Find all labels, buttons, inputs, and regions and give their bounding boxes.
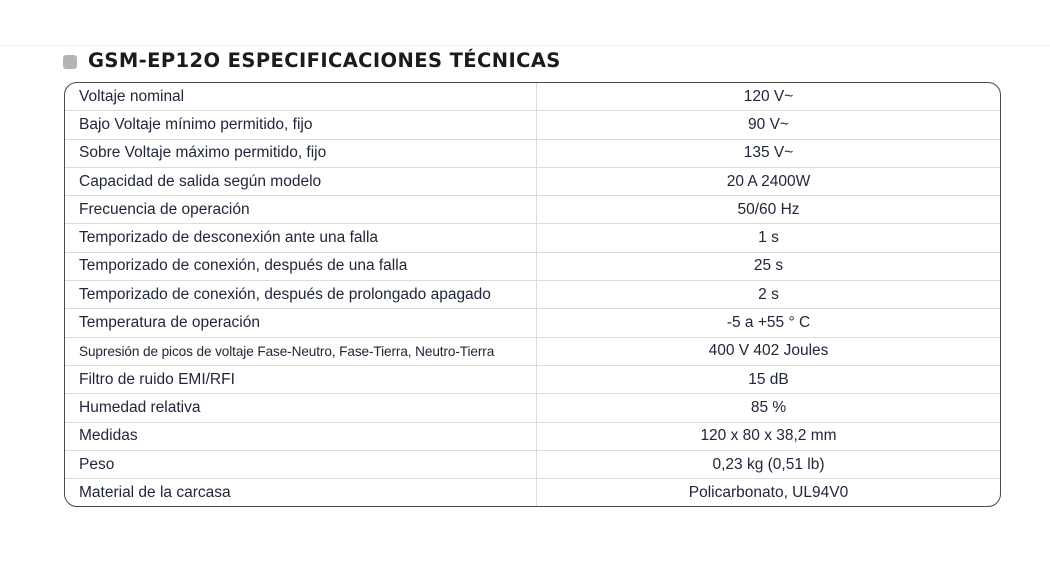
spec-value: 50/60 Hz bbox=[737, 200, 800, 218]
section-header bbox=[63, 49, 561, 72]
table-row bbox=[65, 478, 1000, 506]
spec-value: 135 V~ bbox=[743, 144, 794, 162]
spec-label: Temperatura de operación bbox=[65, 309, 537, 336]
spec-label: Temporizado de conexión, después de prolongado apagado bbox=[65, 281, 537, 308]
table-row bbox=[65, 450, 1000, 478]
spec-label: Supresión de picos de voltaje Fase-Neutro, Fase-Tierra, Neutro-Tierra bbox=[65, 338, 537, 365]
spec-label: Frecuencia de operación bbox=[65, 196, 537, 223]
specifications-table bbox=[64, 82, 1001, 507]
spec-value: 120 x 80 x 38,2 mm bbox=[700, 427, 837, 445]
spec-value: 120 V~ bbox=[743, 87, 794, 105]
spec-value: -5 a +55 ° C bbox=[726, 314, 811, 332]
spec-value: Policarbonato, UL94V0 bbox=[688, 483, 849, 501]
spec-label: Bajo Voltaje mínimo permitido, fijo bbox=[65, 111, 537, 138]
spec-label: Medidas bbox=[65, 423, 537, 450]
spec-label: Temporizado de conexión, después de una falla bbox=[65, 253, 537, 280]
spec-label: Material de la carcasa bbox=[65, 479, 537, 506]
spec-value: 15 dB bbox=[748, 370, 789, 388]
top-divider bbox=[0, 45, 1050, 46]
spec-label: Temporizado de desconexión ante una falla bbox=[65, 224, 537, 251]
table-row bbox=[65, 337, 1000, 365]
square-bullet-icon bbox=[63, 55, 77, 69]
table-row bbox=[65, 365, 1000, 393]
spec-value: 90 V~ bbox=[748, 115, 789, 133]
spec-value: 400 V 402 Joules bbox=[708, 342, 829, 360]
spec-value: 1 s bbox=[758, 229, 779, 247]
spec-label: Peso bbox=[65, 451, 537, 478]
table-row bbox=[65, 167, 1000, 195]
table-row bbox=[65, 252, 1000, 280]
spec-value: 2 s bbox=[758, 285, 779, 303]
table-row bbox=[65, 308, 1000, 336]
table-row bbox=[65, 195, 1000, 223]
spec-label: Humedad relativa bbox=[65, 394, 537, 421]
table-row bbox=[65, 422, 1000, 450]
table-row bbox=[65, 280, 1000, 308]
table-row bbox=[65, 110, 1000, 138]
spec-label: Capacidad de salida según modelo bbox=[65, 168, 537, 195]
spec-value: 85 % bbox=[750, 398, 787, 416]
spec-value: 0,23 kg (0,51 lb) bbox=[712, 455, 825, 473]
spec-value: 20 A 2400W bbox=[726, 172, 811, 190]
table-row bbox=[65, 139, 1000, 167]
page-title: GSM-EP12O ESPECIFICACIONES TÉCNICAS bbox=[88, 49, 561, 72]
spec-label: Filtro de ruido EMI/RFI bbox=[65, 366, 537, 393]
table-row bbox=[65, 393, 1000, 421]
spec-value: 25 s bbox=[753, 257, 784, 275]
table-row bbox=[65, 83, 1000, 110]
table-row bbox=[65, 223, 1000, 251]
spec-label: Sobre Voltaje máximo permitido, fijo bbox=[65, 140, 537, 167]
spec-label: Voltaje nominal bbox=[65, 83, 537, 110]
